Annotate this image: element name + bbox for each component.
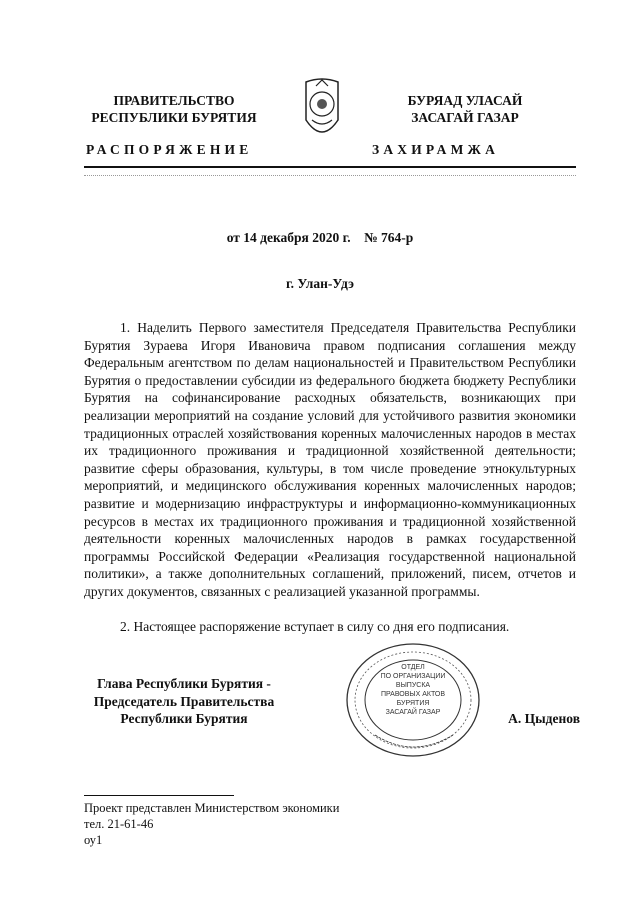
signatory-title-line2: Председатель Правительства [93,693,275,709]
header-left-line1: ПРАВИТЕЛЬСТВО [113,93,235,108]
header-right-org [370,92,560,126]
stamp-line2: ПО ОРГАНИЗАЦИИ [380,673,446,680]
header-right-line2: ЗАСАГАЙ ГАЗАР [411,110,519,125]
footer-line3: оу1 [84,833,103,847]
official-stamp [345,641,481,759]
signatory-title-line3: Республики Бурятия [120,711,248,726]
signatory-title-line1: Глава Республики Бурятия - [97,676,271,691]
city: г. Улан-Удэ [286,276,354,291]
paragraph-1: 1. Наделить Первого заместителя Председателя Правительства Республики Бурятия Зураева Игоря Ивановича правом подписания соглашения между Федеральным агентством по делам национальностей и Правительством Республики Бурятия о предоставлении субсидии из федерального бюджета бюджету Республики Бурятия на софинансирование расходных обязательств, возникающих при реализации мероприятий на создание условий для устойчивого развития экономики традиционных отраслей хозяйствования коренных малочисленных народов в местах их традиционного проживания и традиционной хозяйственной деятельности; развитие сферы образования, культуры, в том числе проведение этнокультурных мероприятий, и медицинского обслуживания коренных малочисленных народов; развитие и модернизацию инфраструктуры и информационно-коммуникационных ресурсов в местах их традиционного проживания и традиционной хозяйственной деятельности коренных малочисленных народов в рамках государственной программы Российской Федерации «Реализация государственной национальной политики», а также дополнительных соглашений, приложений, писем, отчетов и других документов, связанных с реализацией указанной программы. [84,320,576,599]
header-left-org [84,92,264,126]
coat-of-arms-icon [298,76,346,148]
footer-line1: Проект представлен Министерством экономики [84,801,340,815]
signatory-name: А. Цыденов [508,711,580,726]
header-left-line2: РЕСПУБЛИКИ БУРЯТИЯ [91,110,257,125]
header-right-line1: БУРЯАД УЛАСАЙ [407,93,523,108]
paragraph-2: 2. Настоящее распоряжение вступает в силу со дня его подписания. [120,618,510,634]
footer-line2: тел. 21-61-46 [84,817,154,831]
stamp-line3: ВЫПУСКА [395,682,431,689]
stamp-line4: ПРАВОВЫХ АКТОВ [380,691,446,698]
stamp-line6: ЗАСАГАЙ ГАЗАР [385,709,441,716]
date-number: от 14 декабря 2020 г. № 764-р [226,230,414,245]
signatory-title [84,675,284,728]
footer-note [84,800,484,848]
stamp-line5: БУРЯТИЯ [396,700,430,707]
doc-type-bua: ЗАХИРАМЖА [372,142,500,157]
doc-type-ru: РАСПОРЯЖЕНИЕ [86,142,253,157]
header-rule [84,166,576,168]
stamp-line1: ОТДЕЛ [401,664,425,671]
header-dotted-rule [84,175,576,176]
footer-rule [84,795,234,796]
body-text [84,319,576,635]
